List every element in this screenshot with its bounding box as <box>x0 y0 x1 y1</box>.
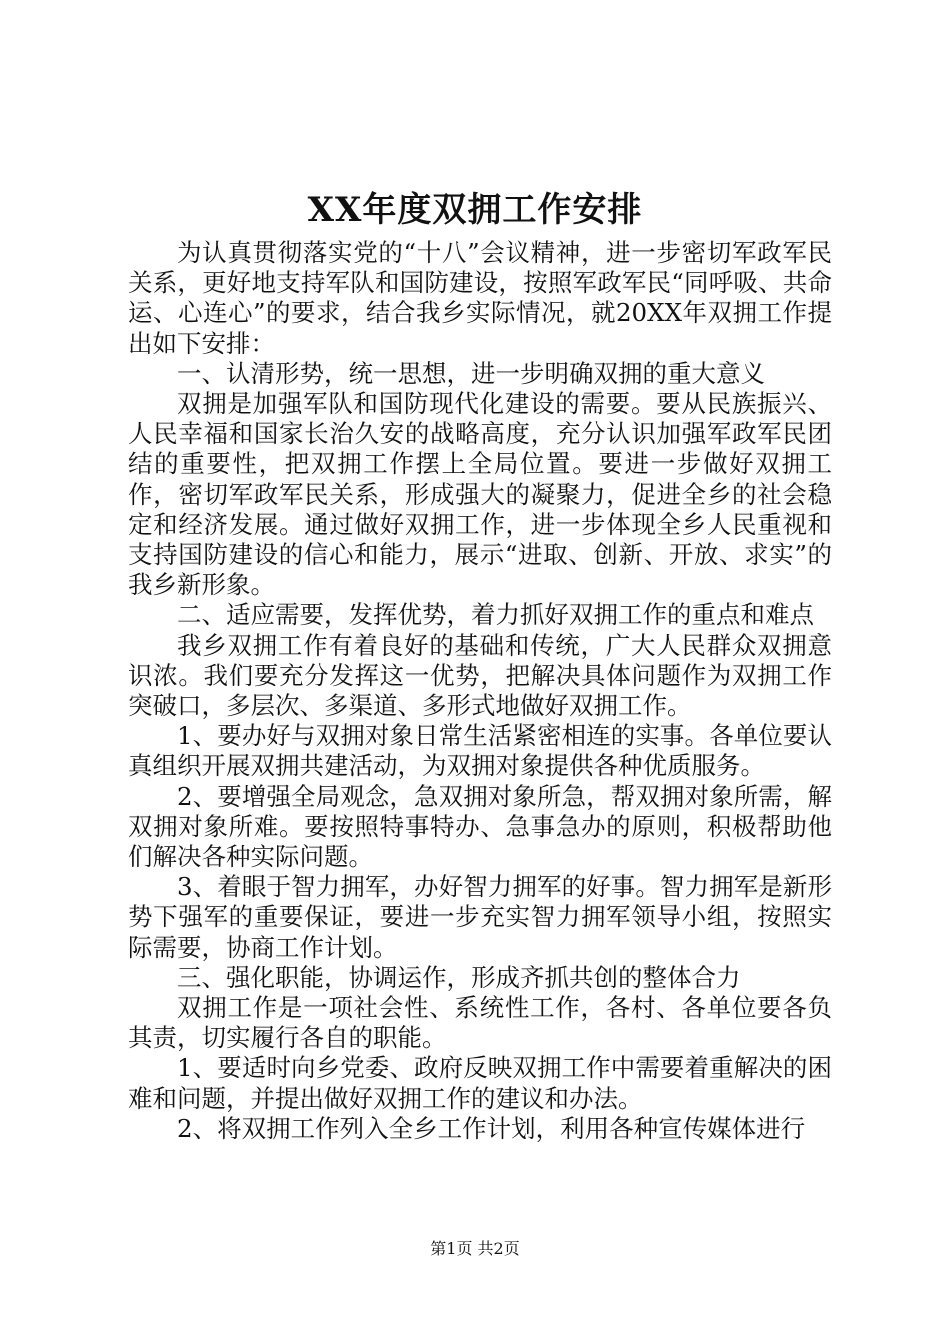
list-item-2-1: 1、要办好与双拥对象日常生活紧密相连的实事。各单位要认真组织开展双拥共建活动，为双拥对象提供各种优质服务。 <box>128 721 832 781</box>
list-item-3-2: 2、将双拥工作列入全乡工作计划，利用各种宣传媒体进行 <box>177 1113 806 1143</box>
paragraph-section-2: 我乡双拥工作有着良好的基础和传统，广大人民群众双拥意识浓。我们要充分发挥这一优势，把解决具体问题作为双拥工作突破口，多层次、多渠道、多形式地做好双拥工作。 <box>128 630 832 721</box>
section-heading-1: 一、认清形势，统一思想，进一步明确双拥的重大意义 <box>177 358 765 388</box>
section-heading-3: 三、强化职能，协调运作，形成齐抓共创的整体合力 <box>177 962 741 992</box>
paragraph-section-3: 双拥工作是一项社会性、系统性工作，各村、各单位要各负其责，切实履行各自的职能。 <box>128 993 832 1053</box>
list-item-2-3: 3、着眼于智力拥军，办好智力拥军的好事。智力拥军是新形势下强军的重要保证，要进一步充实智力拥军领导小组，按照实际需要，协商工作计划。 <box>128 872 832 962</box>
document-body <box>128 238 832 1144</box>
list-item-2-2: 2、要增强全局观念，急双拥对象所急，帮双拥对象所需，解双拥对象所难。要按照特事特办、急事急办的原则，积极帮助他们解决各种实际问题。 <box>128 781 832 872</box>
paragraph-section-1: 双拥是加强军队和国防现代化建设的需要。要从民族振兴、人民幸福和国家长治久安的战略高度，充分认识加强军政军民团结的重要性，把双拥工作摆上全局位置。要进一步做好双拥工作，密切军政军民关系，形成强大的凝聚力，促进全乡的社会稳定和经济发展。通过做好双拥工作，进一步体现全乡人民重视和支持国防建设的信心和能力，展示“进取、创新、开放、求实”的我乡新形象。 <box>128 389 832 600</box>
list-item-3-1: 1、要适时向乡党委、政府反映双拥工作中需要着重解决的困难和问题，并提出做好双拥工作的建议和办法。 <box>128 1053 832 1113</box>
page-number-footer: 第1页 共2页 <box>430 1239 520 1258</box>
paragraph-intro: 为认真贯彻落实党的“十八”会议精神，进一步密切军政军民关系，更好地支持军队和国防建设，按照军政军民“同呼吸、共命运、心连心”的要求，结合我乡实际情况，就20XX年双拥工作提出如下安排： <box>128 238 832 358</box>
document-title: XX年度双拥工作安排 <box>307 190 643 230</box>
section-heading-2: 二、适应需要，发挥优势，着力抓好双拥工作的重点和难点 <box>177 600 814 630</box>
